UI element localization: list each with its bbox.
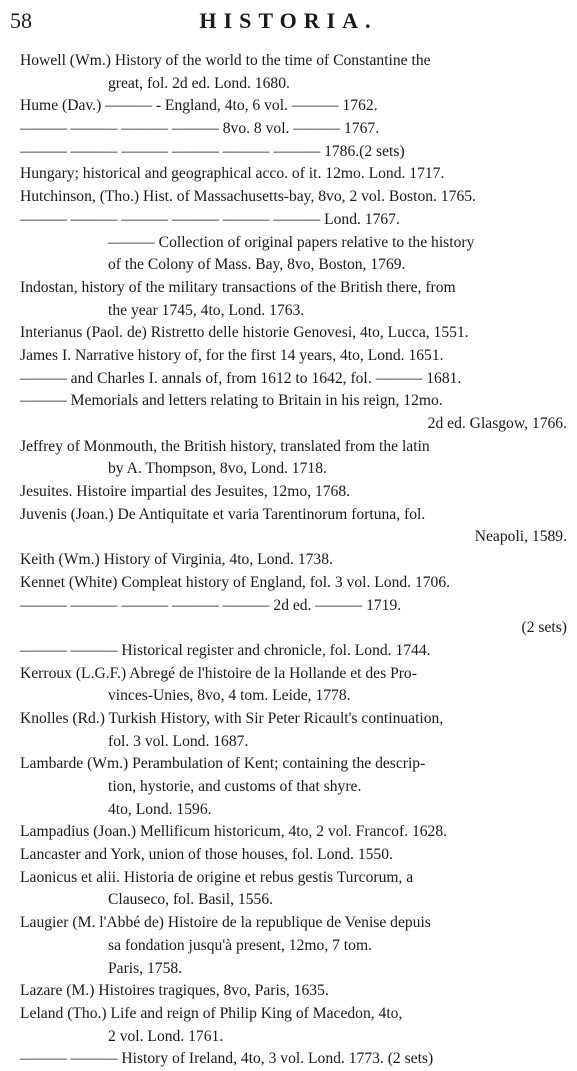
catalogue-line: by A. Thompson, 8vo, Lond. 1718. bbox=[108, 460, 327, 478]
catalogue-line: Kerroux (L.G.F.) Abregé de l'histoire de la Hollande et des Pro- bbox=[20, 664, 417, 682]
catalogue-line: ——— Collection of original papers relative to the history bbox=[108, 233, 475, 251]
catalogue-line: Keith (Wm.) History of Virginia, 4to, Lond. 1738. bbox=[20, 551, 333, 569]
running-head: HISTORIA. bbox=[199, 8, 378, 33]
catalogue-line: Knolles (Rd.) Turkish History, with Sir Peter Ricault's continuation, bbox=[20, 709, 444, 727]
catalogue-line: ——— ——— ——— ——— 8vo. 8 vol. ——— 1767. bbox=[20, 120, 380, 138]
catalogue-line: of the Colony of Mass. Bay, 8vo, Boston, 1769. bbox=[108, 256, 406, 274]
catalogue-line: 2 vol. Lond. 1761. bbox=[108, 1027, 224, 1045]
catalogue-line: Laugier (M. l'Abbé de) Histoire de la republique de Venise depuis bbox=[20, 914, 431, 932]
catalogue-line: great, fol. 2d ed. Lond. 1680. bbox=[108, 74, 290, 92]
catalogue-line: Paris, 1758. bbox=[108, 959, 183, 977]
catalogue-line: 2d ed. Glasgow, 1766. bbox=[427, 415, 567, 432]
catalogue-line: Lazare (M.) Histoires tragiques, 8vo, Paris, 1635. bbox=[20, 982, 329, 1000]
catalogue-line: Lancaster and York, union of those houses, fol. Lond. 1550. bbox=[20, 846, 393, 864]
catalogue-entries bbox=[0, 50, 577, 1071]
catalogue-line: ——— ——— ——— ——— ——— ——— Lond. 1767. bbox=[20, 210, 400, 228]
catalogue-line: ——— Memorials and letters relating to Britain in his reign, 12mo. bbox=[20, 392, 443, 410]
catalogue-line: (2 sets) bbox=[521, 619, 567, 637]
page-header bbox=[0, 8, 577, 38]
catalogue-line: Indostan, history of the military transactions of the British there, from bbox=[20, 278, 456, 296]
catalogue-line: Jesuites. Histoire impartial des Jesuites, 12mo, 1768. bbox=[20, 483, 351, 501]
catalogue-line: ——— ——— ——— ——— ——— ——— 1786.(2 sets) bbox=[20, 142, 405, 160]
catalogue-line: the year 1745, 4to, Lond. 1763. bbox=[108, 301, 305, 319]
catalogue-line: Lampadius (Joan.) Mellificum historicum, 4to, 2 vol. Francof. 1628. bbox=[20, 823, 448, 841]
catalogue-line: ——— ——— History of Ireland, 4to, 3 vol. Lond. 1773. (2 sets) bbox=[20, 1050, 434, 1068]
catalogue-line: Lambarde (Wm.) Perambulation of Kent; containing the descrip- bbox=[20, 755, 426, 773]
page-number: 58 bbox=[10, 8, 32, 33]
catalogue-line: ——— ——— ——— ——— ——— 2d ed. ——— 1719. bbox=[20, 596, 402, 614]
catalogue-line: ——— and Charles I. annals of, from 1612 to 1642, fol. ——— 1681. bbox=[20, 369, 462, 387]
catalogue-line: Hutchinson, (Tho.) Hist. of Massachusetts-bay, 8vo, 2 vol. Boston. 1765. bbox=[20, 188, 476, 206]
catalogue-line: 4to, Lond. 1596. bbox=[108, 800, 212, 818]
catalogue-line: ——— ——— Historical register and chronicle, fol. Lond. 1744. bbox=[20, 641, 431, 659]
catalogue-line: Hungary; historical and geographical acco. of it. 12mo. Lond. 1717. bbox=[20, 165, 445, 183]
catalogue-line: Neapoli, 1589. bbox=[474, 528, 567, 546]
catalogue-line: Clauseco, fol. Basil, 1556. bbox=[108, 891, 274, 909]
catalogue-line: Jeffrey of Monmouth, the British history, translated from the latin bbox=[20, 437, 430, 455]
catalogue-line: vinces-Unies, 8vo, 4 tom. Leide, 1778. bbox=[108, 687, 351, 705]
catalogue-line: sa fondation jusqu'à present, 12mo, 7 tom. bbox=[108, 936, 372, 954]
catalogue-line: Leland (Tho.) Life and reign of Philip King of Macedon, 4to, bbox=[20, 1004, 403, 1022]
catalogue-line: fol. 3 vol. Lond. 1687. bbox=[108, 732, 249, 750]
catalogue-line: Kennet (White) Compleat history of England, fol. 3 vol. Lond. 1706. bbox=[20, 573, 451, 591]
catalogue-line: Howell (Wm.) History of the world to the time of Constantine the bbox=[20, 52, 431, 69]
catalogue-line: Hume (Dav.) ——— - England, 4to, 6 vol. ——— 1762. bbox=[20, 97, 378, 115]
catalogue-line: Laonicus et alii. Historia de origine et rebus gestis Turcorum, a bbox=[20, 868, 414, 886]
catalogue-line: Juvenis (Joan.) De Antiquitate et varia Tarentinorum fortuna, fol. bbox=[20, 505, 426, 523]
catalogue-line: Interianus (Paol. de) Ristretto delle historie Genovesi, 4to, Lucca, 1551. bbox=[20, 324, 469, 342]
catalogue-line: James I. Narrative history of, for the first 14 years, 4to, Lond. 1651. bbox=[20, 346, 444, 364]
catalogue-line: tion, hystorie, and customs of that shyre. bbox=[108, 778, 362, 795]
